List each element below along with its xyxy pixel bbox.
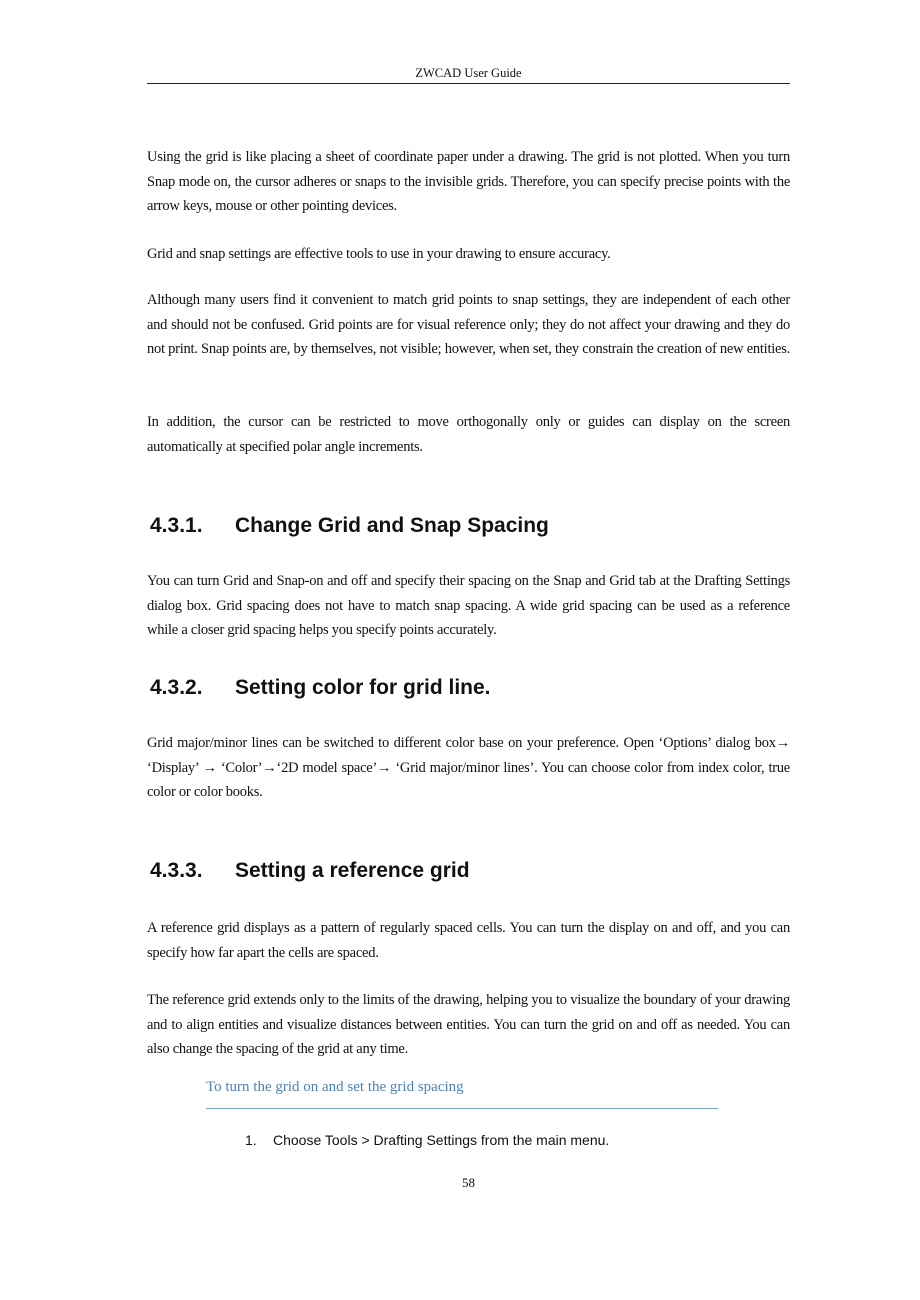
page-number: 58 [462,1175,475,1190]
header-divider [147,83,790,84]
section-heading-4-3-3 [150,859,470,883]
paragraph: Although many users find it convenient to match grid points to snap settings, they are independent of each other and should not be confused. Grid points are for visual reference only; they do not affect your drawing and they do not print. Snap points are, by themselves, not visible; however, when set, they constrain the creation of new entities. [147,292,790,357]
section-number: 4.3.2. [150,676,203,699]
procedure-divider [206,1108,718,1109]
paragraph: A reference grid displays as a pattern of regularly spaced cells. You can turn the display on and off, and you can specify how far apart the cells are spaced. [147,920,790,961]
step-text: Choose Tools > Drafting Settings from the main menu. [273,1132,610,1148]
paragraph: Grid and snap settings are effective tools to use in your drawing to ensure accuracy. [147,246,611,262]
paragraph: You can turn Grid and Snap-on and off and specify their spacing on the Snap and Grid tab at the Drafting Settings dialog box. Grid spacing does not have to match snap spacing. A wide grid spacing can be used as a reference while a closer grid spacing helps you specify points accurately. [147,573,790,638]
paragraph: In addition, the cursor can be restricted to move orthogonally only or guides can display on the screen automatically at specified polar angle increments. [147,414,790,455]
section-title: Change Grid and Snap Spacing [235,514,549,537]
section-number: 4.3.1. [150,514,203,537]
section-title: Setting a reference grid [235,859,470,882]
procedure-step [245,1132,609,1148]
paragraph: Using the grid is like placing a sheet of coordinate paper under a drawing. The grid is not plotted. When you turn Snap mode on, the cursor adheres or snaps to the invisible grids. Therefore, you can specify precise points with the arrow keys, mouse or other pointing devices. [147,149,790,214]
paragraph: Grid major/minor lines can be switched to different color base on your preference. Open ‘Options’ dialog box→ ‘Display’ → ‘Color’→‘2D model space’→ ‘Grid major/minor lines’. You can choose color from index color, true color or color books. [147,735,790,800]
section-title: Setting color for grid line. [235,676,491,699]
section-number: 4.3.3. [150,859,203,882]
step-number: 1. [245,1132,257,1148]
section-heading-4-3-2 [150,676,491,700]
section-heading-4-3-1 [150,514,549,538]
procedure-title: To turn the grid on and set the grid spacing [206,1079,464,1095]
page-header: ZWCAD User Guide [415,66,522,80]
paragraph: The reference grid extends only to the limits of the drawing, helping you to visualize the boundary of your drawing and to align entities and visualize distances between entities. You can turn the grid on and off as needed. You can also change the spacing of the grid at any time. [147,992,790,1057]
